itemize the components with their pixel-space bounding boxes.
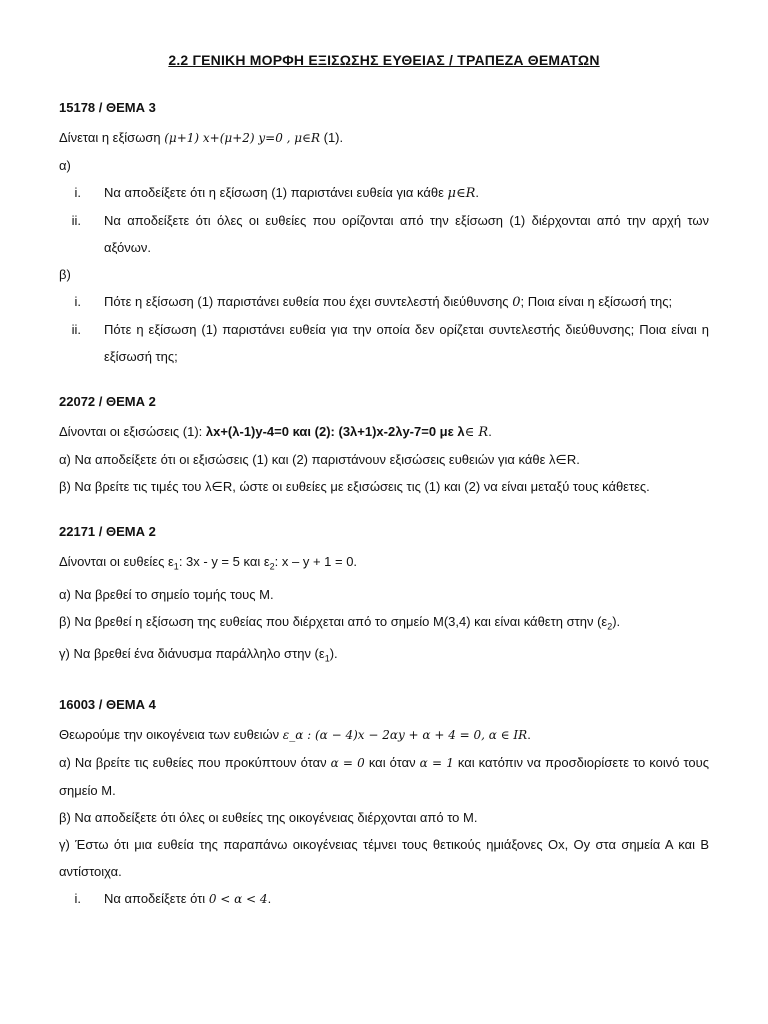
subquestion-b: β) Να βρείτε τις τιμές του λ∈R, ώστε οι ευθείες με εξισώσεις τις (1) και (2) να είναι μεταξύ τους κάθετες. xyxy=(59,479,650,494)
question-heading: 22072 / ΘΕΜΑ 2 xyxy=(59,394,156,409)
item-text: β) Να βρεθεί η εξίσωση της ευθείας που διέρχεται από το σημείο Μ(3,4) και είναι κάθετη στην (ε xyxy=(59,613,608,629)
intro-text: Δίνεται η εξίσωση xyxy=(59,130,165,145)
question-heading: 15178 / ΘΕΜΑ 3 xyxy=(59,100,156,115)
item-end: . xyxy=(267,890,272,906)
item-text: Να αποδείξετε ότι η εξίσωση (1) παριστάνει ευθεία για κάθε xyxy=(104,185,448,200)
question-heading: 22171 / ΘΕΜΑ 2 xyxy=(59,524,156,539)
item-text: και όταν xyxy=(364,754,420,770)
question-22171 xyxy=(59,522,709,673)
item-text: α) Να βρείτε τις ευθείες που προκύπτουν όταν xyxy=(59,754,331,770)
item-end: . xyxy=(488,424,492,439)
equation-label: (1). xyxy=(320,130,344,145)
subscript: 2 xyxy=(607,621,613,632)
question-heading: 16003 / ΘΕΜΑ 4 xyxy=(59,696,156,712)
subquestion-c: γ) Έστω ότι μια ευθεία της παραπάνω οικογένειας τέμνει τους θετικούς ημιάξονες Οx, Oy στα σημεία Α και Β αντίστοιχα. xyxy=(59,836,709,879)
question-intro xyxy=(59,548,709,581)
item-end: ). xyxy=(612,613,621,629)
and-text: και (2): xyxy=(289,424,339,439)
math-expression: α = 1 xyxy=(419,755,454,770)
question-22072 xyxy=(59,392,709,500)
subquestion-a: α) Να αποδείξετε ότι οι εξισώσεις (1) και (2) παριστάνουν εξισώσεις ευθειών για κάθε λ∈R. xyxy=(59,452,580,467)
with-text: με λ xyxy=(436,424,465,439)
question-intro xyxy=(59,418,709,446)
subquestion xyxy=(59,288,709,316)
item-end: . xyxy=(527,726,531,742)
subquestion-b xyxy=(59,608,709,641)
document-page xyxy=(59,52,709,935)
item-text: Να αποδείξετε ότι όλες οι ευθείες που ορίζονται από την εξίσωση (1) διέρχονται από την αρχή των αξόνων. xyxy=(104,213,709,255)
subquestion xyxy=(59,207,709,261)
item-number: i. xyxy=(74,890,81,906)
item-text: Πότε η εξίσωση (1) παριστάνει ευθεία που έχει συντελεστή διεύθυνσης xyxy=(104,294,513,309)
item-number: ii. xyxy=(71,213,81,228)
question-15178 xyxy=(59,98,709,370)
subquestion-a: α) Να βρεθεί το σημείο τομής τους Μ. xyxy=(59,586,274,602)
question-intro xyxy=(59,124,709,152)
equation-1: λx+(λ-1)y-4=0 xyxy=(205,424,289,439)
math-expression: α = 0 xyxy=(330,755,365,770)
subquestion-a xyxy=(59,749,709,804)
equation: ε_α : (α − 4)x − 2αy + α + 4 = 0, α ∈ IR xyxy=(282,727,528,742)
intro-text: : x – y + 1 = 0. xyxy=(274,554,358,569)
subscript: 1 xyxy=(324,653,330,664)
math-expression: 0 xyxy=(512,295,521,310)
item-text: και κατόπιν να προσδιορίσετε το κοινό τους σημείο Μ. xyxy=(59,754,710,798)
part-label: α) xyxy=(59,158,71,173)
question-16003 xyxy=(59,695,709,913)
math-expression: μ∈R xyxy=(447,186,476,201)
subquestion xyxy=(59,179,709,207)
equation: (μ+1) x+(μ+2) y=0 , μ∈R xyxy=(164,131,321,145)
page-title: 2.2 ΓΕΝΙΚΗ ΜΟΡΦΗ ΕΞΙΣΩΣΗΣ ΕΥΘΕΙΑΣ / ΤΡΑΠΕΖΑ ΘΕΜΑΤΩΝ xyxy=(168,52,600,68)
intro-text: Δίνονται οι ευθείες ε xyxy=(59,554,174,569)
item-number: ii. xyxy=(71,322,81,337)
intro-text: : 3x - y = 5 και ε xyxy=(178,554,270,569)
intro-text: Δίνονται οι εξισώσεις (1): xyxy=(59,424,206,439)
item-text: Πότε η εξίσωση (1) παριστάνει ευθεία για την οποία δεν ορίζεται συντελεστής διεύθυνσης; Ποια είναι η εξίσωσή της; xyxy=(104,322,709,364)
item-end: ; Ποια είναι η εξίσωσή της; xyxy=(520,294,673,309)
item-text: Να αποδείξετε ότι xyxy=(104,890,209,906)
item-end: ). xyxy=(329,646,338,662)
subquestion-c xyxy=(59,640,709,673)
subscript: 2 xyxy=(269,561,275,572)
intro-text: Θεωρούμε την οικογένεια των ευθειών xyxy=(59,726,283,742)
question-intro xyxy=(59,721,709,749)
part-label: β) xyxy=(59,267,71,282)
subscript: 1 xyxy=(173,561,179,572)
item-number: i. xyxy=(74,294,81,309)
item-text: γ) Να βρεθεί ένα διάνυσμα παράλληλο στην (ε xyxy=(59,646,325,662)
equation-2: (3λ+1)x-2λy-7=0 xyxy=(338,424,437,439)
math-expression: 0 < α < 4 xyxy=(208,891,268,906)
math-expression: ∈ R xyxy=(464,425,489,440)
item-number: i. xyxy=(74,185,81,200)
item-end: . xyxy=(475,185,480,200)
subquestion xyxy=(59,885,709,913)
subquestion-b: β) Να αποδείξετε ότι όλες οι ευθείες της οικογένειας διέρχονται από το Μ. xyxy=(59,809,478,825)
subquestion xyxy=(59,316,709,370)
